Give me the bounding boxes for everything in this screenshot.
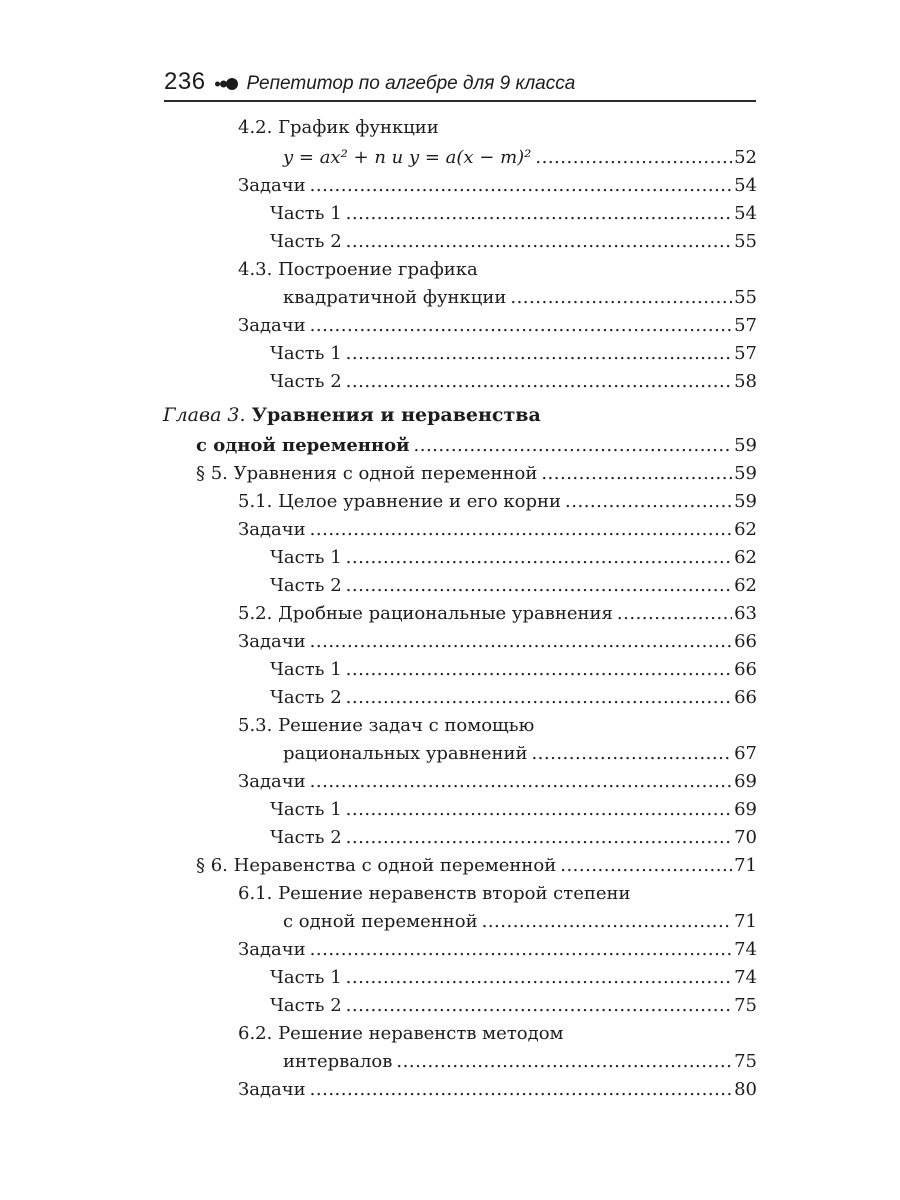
page-ref: 52 bbox=[734, 147, 757, 168]
dot-leader bbox=[565, 488, 732, 515]
chevron-dots-icon bbox=[214, 74, 240, 94]
toc-chapter-3-title bbox=[163, 402, 541, 429]
toc-entry-part-2[interactable]: Часть 2 ..... 62 bbox=[270, 572, 757, 599]
dot-leader bbox=[531, 740, 732, 767]
dot-leader bbox=[346, 572, 732, 599]
dot-leader bbox=[346, 200, 732, 227]
dot-leader bbox=[617, 600, 732, 627]
toc-entry-part-1[interactable]: Часть 1 ..... 57 bbox=[270, 340, 757, 367]
page-ref: 74 bbox=[734, 939, 757, 960]
dot-leader bbox=[310, 768, 732, 795]
dot-leader bbox=[346, 992, 732, 1019]
toc-entry-tasks[interactable]: Задачи ..... 66 bbox=[238, 628, 757, 655]
toc-entry-tasks[interactable]: Задачи ..... 57 bbox=[238, 312, 757, 339]
page-ref: 71 bbox=[734, 911, 757, 932]
toc-entry-tasks[interactable]: Задачи ..... 74 bbox=[238, 936, 757, 963]
toc-section-5-3-title: 5.3. Решение задач с помощью bbox=[238, 715, 535, 736]
dot-leader bbox=[346, 340, 732, 367]
dot-leader bbox=[396, 1048, 732, 1075]
toc-section-6-2-title: 6.2. Решение неравенств методом bbox=[238, 1023, 564, 1044]
page-ref: 63 bbox=[734, 603, 757, 624]
page-ref: 62 bbox=[734, 575, 757, 596]
toc-entry-tasks[interactable]: Задачи ..... 62 bbox=[238, 516, 757, 543]
page-ref: 59 bbox=[734, 435, 757, 456]
page-ref: 66 bbox=[734, 631, 757, 652]
dot-leader bbox=[346, 964, 732, 991]
toc-entry-part-2[interactable]: Часть 2 ..... 55 bbox=[270, 228, 757, 255]
toc-entry-tasks[interactable]: Задачи ..... 54 bbox=[238, 172, 757, 199]
dot-leader bbox=[310, 172, 732, 199]
dot-leader bbox=[414, 432, 733, 459]
dot-leader bbox=[310, 1076, 732, 1103]
toc-entry-section-6-2[interactable]: интервалов ..... 75 bbox=[283, 1048, 757, 1075]
chapter-prefix: Глава 3. bbox=[163, 404, 246, 426]
running-title: Репетитор по алгебре для 9 класса bbox=[246, 73, 576, 94]
toc-entry-part-2[interactable]: Часть 2 ..... 70 bbox=[270, 824, 757, 851]
toc-entry-section-5-1[interactable]: 5.1. Целое уравнение и его корни ..... 59 bbox=[238, 488, 757, 515]
dot-leader bbox=[346, 824, 732, 851]
page-ref: 69 bbox=[734, 799, 757, 820]
page-ref: 70 bbox=[734, 827, 757, 848]
chapter-title: Уравнения и неравенства bbox=[251, 404, 541, 426]
page-ref: 55 bbox=[734, 231, 757, 252]
dot-leader bbox=[346, 368, 732, 395]
running-header bbox=[164, 68, 756, 98]
toc-entry-part-1[interactable]: Часть 1 ..... 69 bbox=[270, 796, 757, 823]
toc-entry-paragraph-6[interactable]: § 6. Неравенства с одной переменной ..... 71 bbox=[196, 852, 757, 879]
page-ref: 71 bbox=[734, 855, 757, 876]
toc-section-6-1-title: 6.1. Решение неравенств второй степени bbox=[238, 883, 631, 904]
page-ref: 62 bbox=[734, 519, 757, 540]
formula: y = ax² + n и y = a(x − m)² bbox=[283, 147, 532, 168]
dot-leader bbox=[510, 284, 732, 311]
toc-entry-paragraph-5[interactable]: § 5. Уравнения с одной переменной ..... 59 bbox=[196, 460, 757, 487]
dot-leader bbox=[482, 908, 733, 935]
dot-leader bbox=[310, 628, 732, 655]
page-ref: 59 bbox=[734, 491, 757, 512]
dot-leader bbox=[535, 144, 732, 171]
toc-entry-tasks[interactable]: Задачи ..... 80 bbox=[238, 1076, 757, 1103]
toc-entry-chapter-3[interactable]: с одной переменной ..... 59 bbox=[196, 432, 757, 459]
page-ref: 67 bbox=[734, 743, 757, 764]
toc-section-4-2-title: 4.2. График функции bbox=[238, 117, 439, 138]
dot-leader bbox=[541, 460, 732, 487]
page-ref: 66 bbox=[734, 687, 757, 708]
toc-entry-part-2[interactable]: Часть 2 ..... 58 bbox=[270, 368, 757, 395]
page-ref: 75 bbox=[734, 995, 757, 1016]
toc-entry-part-1[interactable]: Часть 1 ..... 66 bbox=[270, 656, 757, 683]
page-ref: 55 bbox=[734, 287, 757, 308]
page-ref: 54 bbox=[734, 175, 757, 196]
dot-leader bbox=[346, 684, 732, 711]
toc-entry-section-6-1[interactable]: с одной переменной ..... 71 bbox=[283, 908, 757, 935]
toc-section-4-3-title: 4.3. Построение графика bbox=[238, 259, 478, 280]
page-ref: 57 bbox=[734, 343, 757, 364]
dot-leader bbox=[346, 228, 732, 255]
toc-entry-section-5-2[interactable]: 5.2. Дробные рациональные уравнения ..... 63 bbox=[238, 600, 757, 627]
dot-leader bbox=[346, 544, 732, 571]
toc-entry-part-2[interactable]: Часть 2 ..... 66 bbox=[270, 684, 757, 711]
page-ref: 74 bbox=[734, 967, 757, 988]
toc-entry-part-1[interactable]: Часть 1 ..... 54 bbox=[270, 200, 757, 227]
dot-leader bbox=[346, 656, 732, 683]
page-ref: 62 bbox=[734, 547, 757, 568]
toc-entry-tasks[interactable]: Задачи ..... 69 bbox=[238, 768, 757, 795]
dot-leader bbox=[560, 852, 732, 879]
toc-entry-section-5-3[interactable]: рациональных уравнений ..... 67 bbox=[283, 740, 757, 767]
toc-entry-section-4-2[interactable] bbox=[283, 144, 757, 171]
page-ref: 66 bbox=[734, 659, 757, 680]
header-rule bbox=[164, 100, 756, 102]
page-ref: 75 bbox=[734, 1051, 757, 1072]
page-ref: 59 bbox=[734, 463, 757, 484]
toc-entry-part-1[interactable]: Часть 1 ..... 62 bbox=[270, 544, 757, 571]
toc-entry-section-4-3[interactable]: квадратичной функции ..... 55 bbox=[283, 284, 757, 311]
page-ref: 54 bbox=[734, 203, 757, 224]
page-ref: 69 bbox=[734, 771, 757, 792]
toc-entry-part-1[interactable]: Часть 1 ..... 74 bbox=[270, 964, 757, 991]
toc-entry-part-2[interactable]: Часть 2 ..... 75 bbox=[270, 992, 757, 1019]
page-number: 236 bbox=[164, 68, 206, 95]
page-ref: 57 bbox=[734, 315, 757, 336]
page-ref: 80 bbox=[734, 1079, 757, 1100]
dot-leader bbox=[346, 796, 732, 823]
page-ref: 58 bbox=[734, 371, 757, 392]
dot-leader bbox=[310, 516, 732, 543]
dot-leader bbox=[310, 312, 732, 339]
dot-leader bbox=[310, 936, 732, 963]
